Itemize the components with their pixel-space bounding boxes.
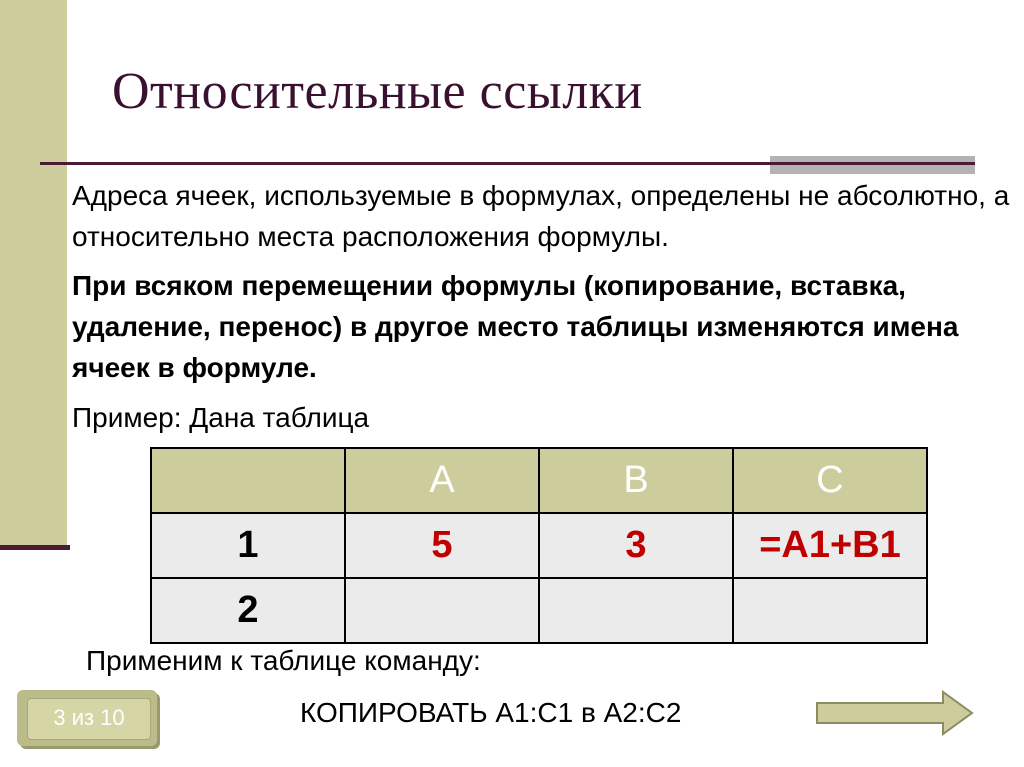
example-table: [150, 447, 928, 644]
title-underline: [40, 162, 975, 165]
title-underline-accent: [770, 156, 975, 174]
table-row: [151, 578, 927, 643]
table-header-cell: [151, 448, 345, 513]
table-row: [151, 513, 927, 578]
slide-title: Относительные ссылки: [112, 63, 643, 120]
table-header-cell: B: [539, 448, 733, 513]
slide-counter-label: 3 из 10: [53, 705, 125, 730]
table-cell: 5: [345, 513, 539, 578]
table-cell: [539, 578, 733, 643]
table-row-label: 2: [151, 578, 345, 643]
table-row-label: 1: [151, 513, 345, 578]
apply-command-text: Применим к таблице команду:: [86, 645, 481, 676]
side-rule-decoration: [0, 545, 70, 550]
paragraph-definition: Адреса ячеек, используемые в формулах, определены не абсолютно, а относительно места расположения формулы.: [72, 180, 1010, 252]
paragraph-rule: При всяком перемещении формулы (копирование, вставка, удаление, перенос) в другое место таблицы изменяются имена ячеек в формуле.: [72, 270, 959, 383]
table-cell: =A1+B1: [733, 513, 927, 578]
table-header-row: [151, 448, 927, 513]
slide-counter: [17, 690, 157, 750]
table-cell: [345, 578, 539, 643]
table-header-cell: A: [345, 448, 539, 513]
table-cell: [733, 578, 927, 643]
table-cell: 3: [539, 513, 733, 578]
table-header-cell: C: [733, 448, 927, 513]
paragraph-example: Пример: Дана таблица: [72, 402, 370, 433]
side-bar-decoration: [0, 0, 67, 548]
next-arrow-icon[interactable]: [815, 690, 975, 736]
copy-command-text: КОПИРОВАТЬ A1:C1 в A2:C2: [300, 697, 682, 728]
